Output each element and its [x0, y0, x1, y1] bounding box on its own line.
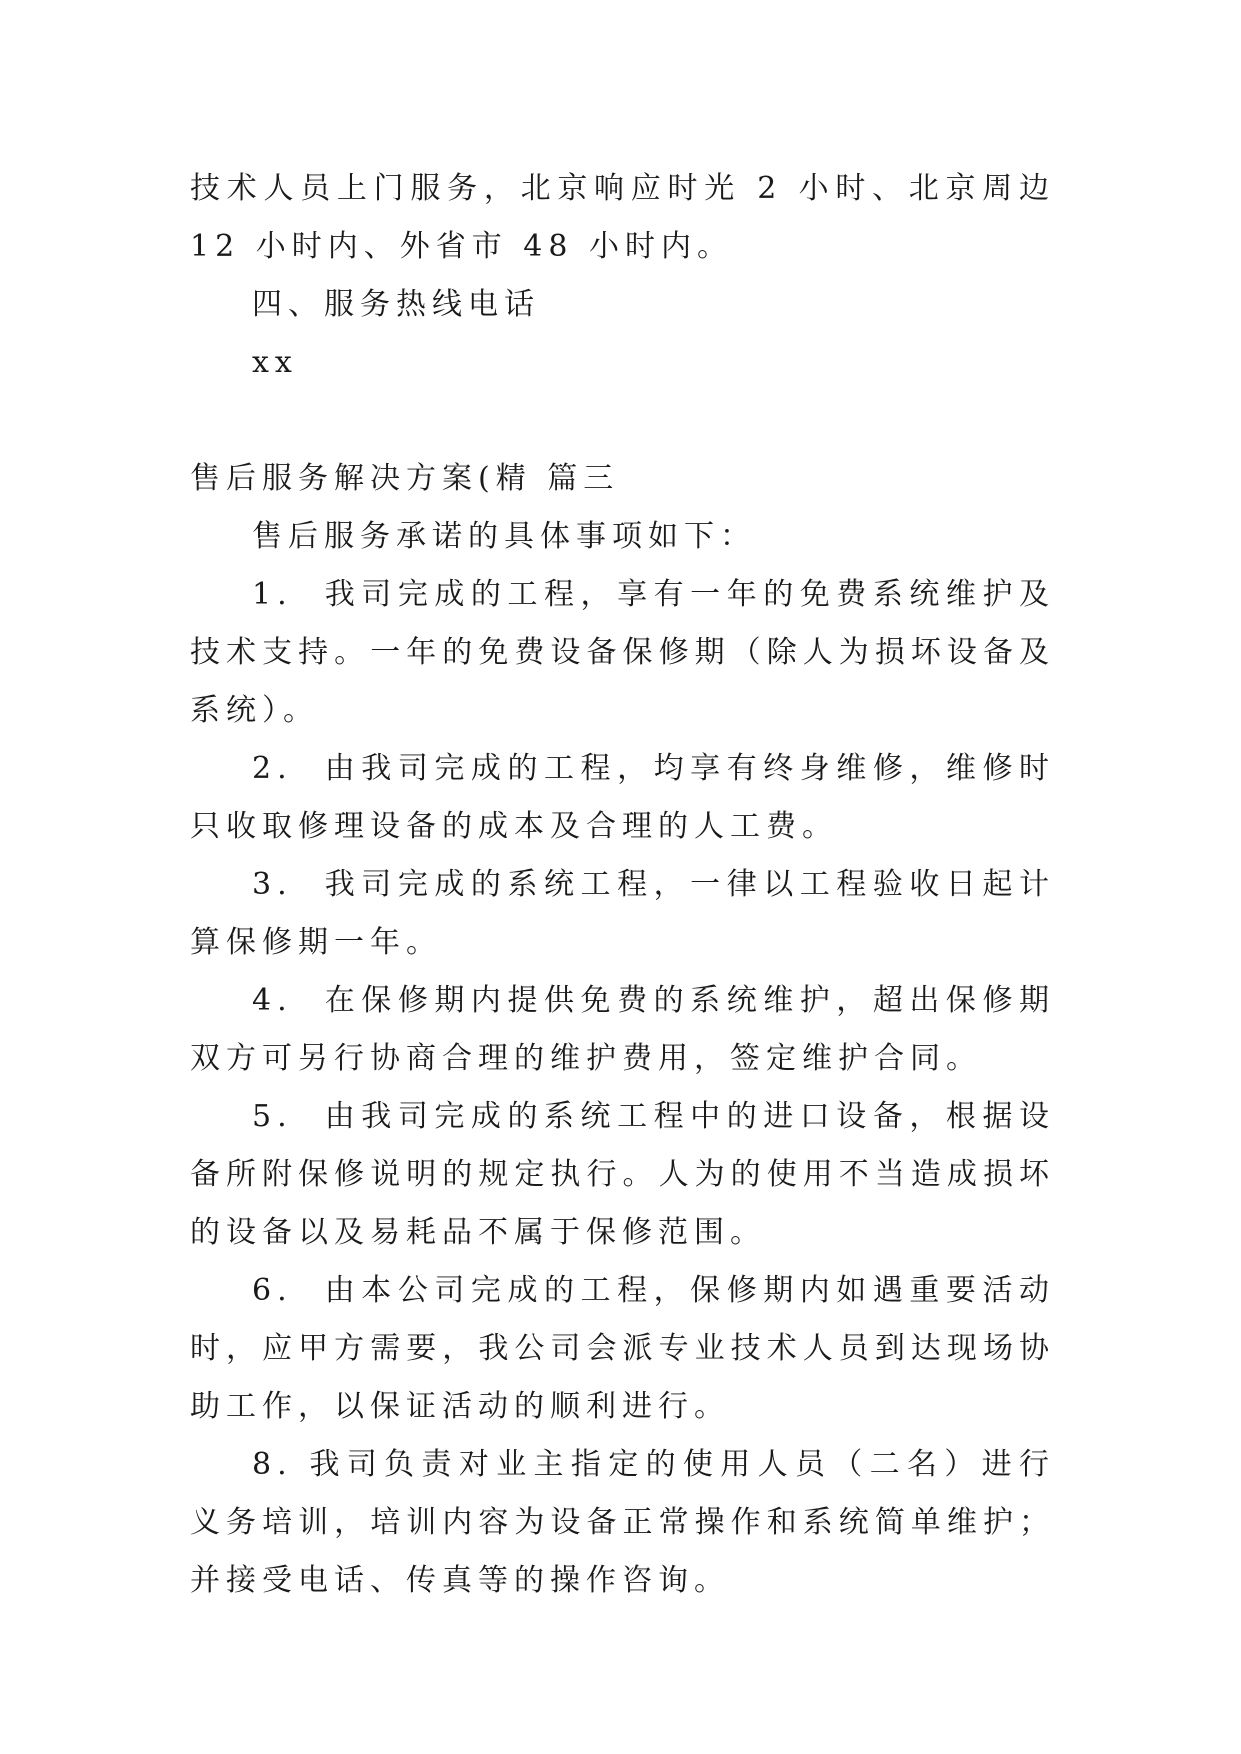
- commitment-item-8: 8. 我司负责对业主指定的使用人员（二名）进行义务培训，培训内容为设备正常操作和系统简单维护；并接受电话、传真等的操作咨询。: [190, 1447, 1055, 1598]
- commitment-item-4: 4. 在保修期内提供免费的系统维护，超出保修期双方可另行协商合理的维护费用，签定维护合同。: [190, 983, 1055, 1076]
- intro-paragraph: 技术人员上门服务，北京响应时光 2 小时、北京周边 12 小时内、外省市 48 小时内。: [190, 171, 1071, 264]
- document-body: [190, 160, 1071, 1610]
- hotline-value: xx: [252, 345, 298, 380]
- commitment-item-3: 3. 我司完成的系统工程，一律以工程验收日起计算保修期一年。: [190, 867, 1055, 960]
- commitment-item-2: 2. 由我司完成的工程，均享有终身维修，维修时只收取修理设备的成本及合理的人工费。: [190, 751, 1055, 844]
- section-three-title: 售后服务解决方案(精 篇三: [190, 461, 620, 496]
- spacer: [190, 392, 1055, 450]
- section-four-heading: 四、服务热线电话: [252, 287, 540, 322]
- commitment-item-5: 5. 由我司完成的系统工程中的进口设备，根据设备所附保修说明的规定执行。人为的使用不当造成损坏的设备以及易耗品不属于保修范围。: [190, 1099, 1055, 1250]
- commitment-intro: 售后服务承诺的具体事项如下：: [252, 519, 756, 554]
- commitment-item-6: 6. 由本公司完成的工程，保修期内如遇重要活动时，应甲方需要，我公司会派专业技术人员到达现场协助工作，以保证活动的顺利进行。: [190, 1273, 1055, 1424]
- commitment-item-1: 1. 我司完成的工程，享有一年的免费系统维护及技术支持。一年的免费设备保修期（除人为损坏设备及系统）。: [190, 577, 1055, 728]
